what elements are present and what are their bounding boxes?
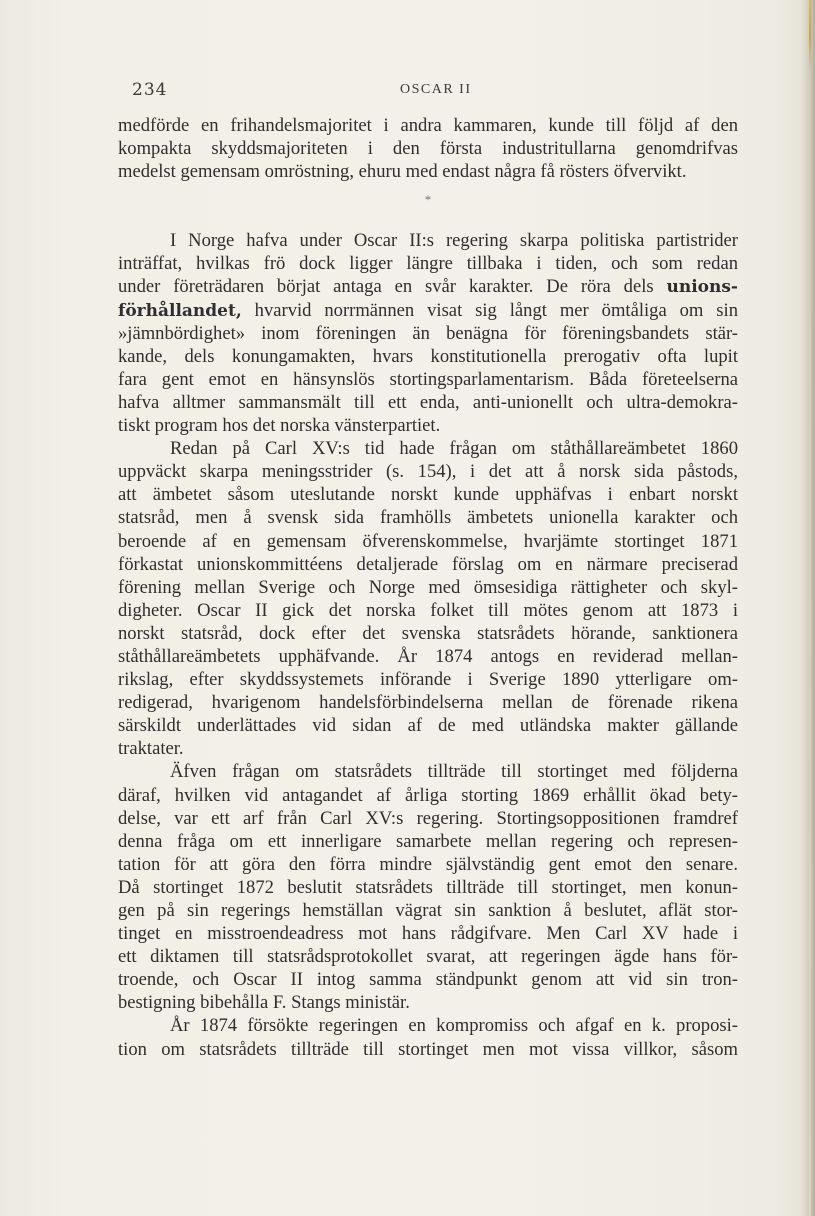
text-line: delse, var ett arf från Carl XV:s regering. Stortingsoppositionen framdref [118, 807, 738, 829]
paragraph [118, 760, 738, 1014]
text-line: tinget en misstroendeadress mot hans rådgifvare. Men Carl XV hade i [118, 923, 738, 945]
text-line: beroende af en gemensam öfverenskommelse, hvarjämte stortinget 1871 [118, 530, 738, 552]
text-line: fara gent emot en hänsynslös stortingsparlamentarism. Båda företeelserna [118, 368, 738, 390]
text-line: kompakta skyddsmajoriteten i den första industritullarna genomdrifvas [118, 138, 738, 160]
paragraph [118, 437, 738, 760]
text-line: tion om statsrådets tillträde till stortinget men mot vissa villkor, såsom [118, 1038, 738, 1060]
text-line: ett diktamen till statsrådsprotokollet svarat, att regeringen ägde hans för- [118, 946, 738, 968]
paragraph [118, 114, 738, 183]
text-line [118, 299, 738, 322]
page-header [118, 78, 738, 102]
text-line: Redan på Carl XV:s tid hade frågan om ståthållareämbetet 1860 [170, 438, 738, 460]
line-text: under företrädaren börjat antaga en svår karakter. De röra dels [118, 276, 667, 298]
section-separator: * [424, 192, 432, 208]
text-line: traktater. [118, 738, 184, 760]
text-line: Då stortinget 1872 beslutit statsrådets tillträde till stortinget, men konun- [118, 876, 738, 898]
text-line: medförde en frihandelsmajoritet i andra kammaren, kunde till följd af den [118, 115, 738, 136]
text-line: särskildt underlättades vid sidan af de med utländska makter gällande [118, 715, 738, 737]
text-line: inträffat, hvilkas frö dock ligger längre tillbaka i tiden, och som redan [118, 253, 738, 275]
text-line: bestigning bibehålla F. Stangs ministär. [118, 992, 410, 1014]
text-line: I Norge hafva under Oscar II:s regering skarpa politiska partistrider [170, 230, 738, 252]
text-line: förening mellan Sverige och Norge med ömsesidiga rättigheter och skyl- [118, 576, 738, 598]
text-line: tation för att göra den förra mindre självständig gent emot den senare. [118, 853, 738, 875]
page-edge-shadow [801, 0, 815, 1216]
text-line: redigerad, hvarigenom handelsförbindelserna mellan de förenade rikena [118, 692, 738, 714]
text-line: ståthållareämbetets upphäfvande. År 1874 antogs en reviderad mellan- [118, 645, 738, 667]
emphasized-term: unions- [666, 277, 738, 298]
running-head: OSCAR II [400, 82, 472, 97]
text-line: däraf, hvilken vid antagandet af årliga storting 1869 erhållit ökad bety- [118, 784, 738, 806]
text-line: År 1874 försökte regeringen en kompromiss och afgaf en k. proposi- [170, 1015, 738, 1037]
line-text: hvarvid norrmännen visat sig långt mer ömtåliga om sin [241, 299, 738, 321]
text-line: rikslag, efter skyddssystemets införande i Sverige 1890 ytterligare om- [118, 669, 738, 691]
text-line: denna fråga om ett innerligare samarbete mellan regering och represen- [118, 830, 738, 852]
text-line: tiskt program hos det norska vänsterpartiet. [118, 415, 441, 437]
body-text [118, 114, 738, 1061]
text-line: troende, och Oscar II intog samma ständpunkt genom att vid sin tron- [118, 969, 738, 991]
text-line: förkastat unionskommittéens detaljerade förslag om en närmare preciserad [118, 553, 738, 575]
text-line: hafva alltmer sammansmält till ett enda, anti-unionellt och ultra-demokra- [118, 391, 738, 413]
text-line: att ämbetet såsom uteslutande norskt kunde upphäfvas i enbart norskt [118, 484, 738, 506]
text-line: digheter. Oscar II gick det norska folket till mötes genom att 1873 i [118, 599, 738, 621]
paragraph [118, 229, 738, 437]
paragraph [118, 1014, 738, 1060]
text-line: kande, dels konungamakten, hvars konstitutionella prerogativ ofta lupit [118, 345, 738, 367]
text-line: statsråd, men å svensk sida framhölls ämbetets unionella karakter och [118, 507, 738, 529]
text-line: Äfven frågan om statsrådets tillträde till stortinget med följderna [170, 761, 738, 783]
text-line: norskt statsråd, dock efter det svenska statsrådets hörande, sanktionera [118, 622, 738, 644]
text-line: gen på sin regerings hemställan vägrat sin sanktion å beslutet, aflät stor- [118, 900, 738, 921]
text-line: »jämnbördighet» inom föreningen än benägna för föreningsbandets stär- [118, 322, 738, 344]
text-line-with-emphasis [118, 275, 738, 298]
text-line: uppväckt skarpa meningsstrider (s. 154), i det att å norsk sida påstods, [118, 461, 738, 483]
page-number: 234 [132, 80, 168, 100]
page-edge-line [809, 0, 811, 1216]
text-line: medelst gemensam omröstning, ehuru med endast några få rösters öfvervikt. [118, 161, 687, 183]
emphasized-term: förhållandet, [118, 300, 242, 321]
